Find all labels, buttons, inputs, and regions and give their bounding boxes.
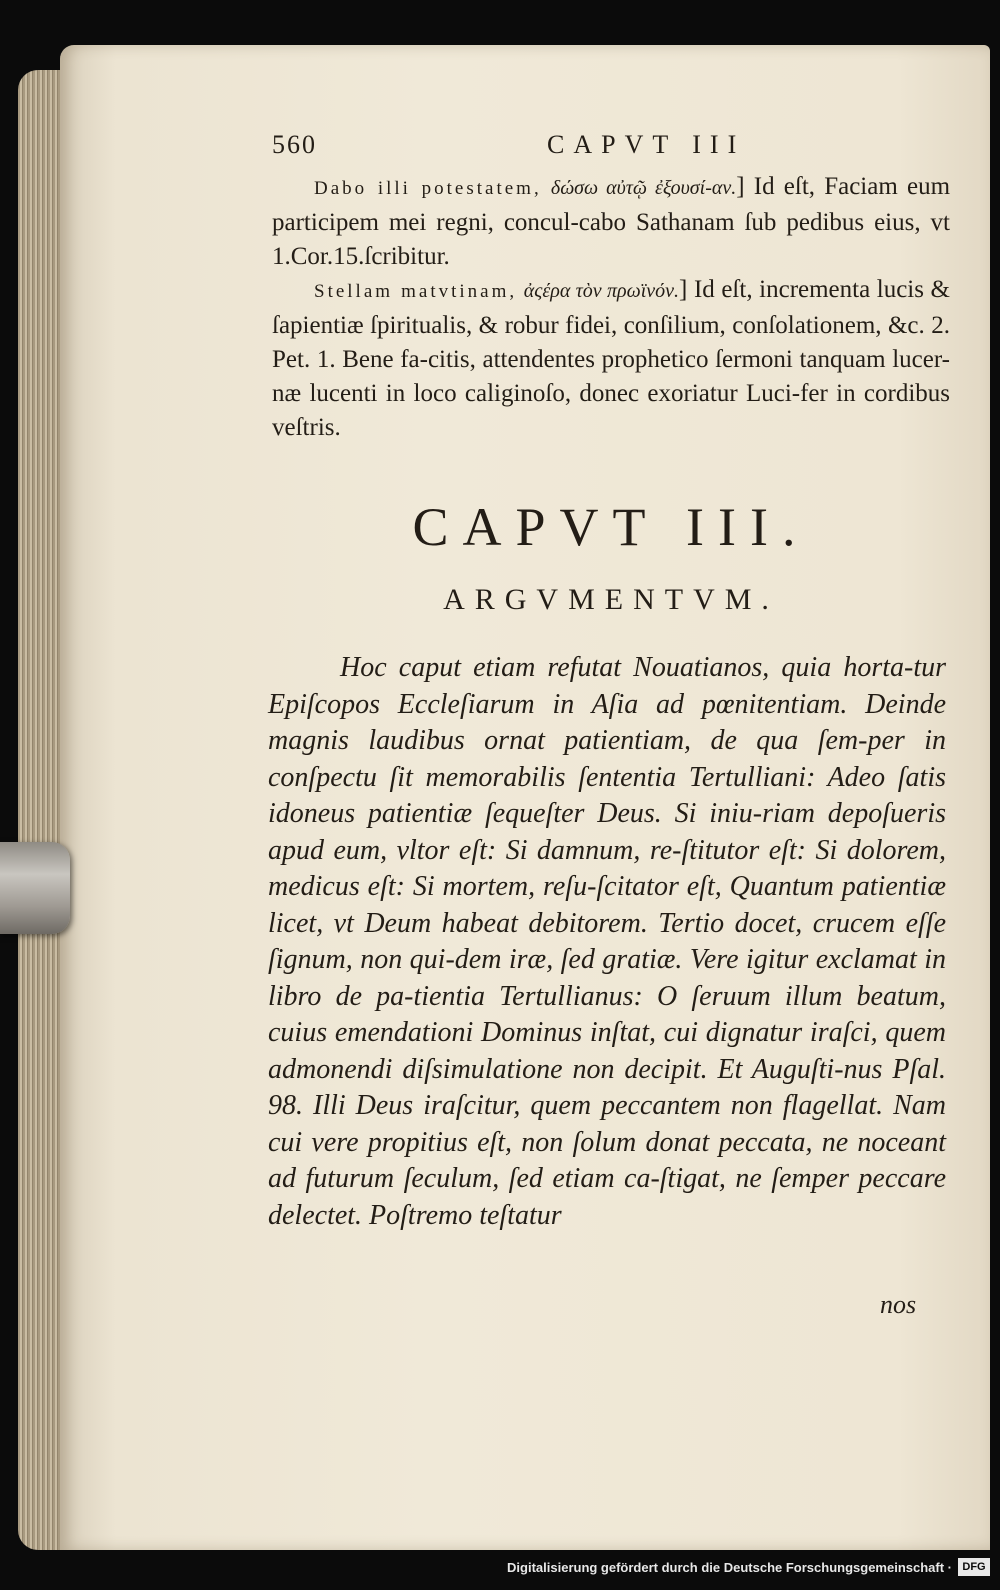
commentary-text: ] Id eſt, incrementa lucis & ſapientiæ ſpiritualis, & robur fidei, conſilium, conſolationem, &c. 2. Pet. 1. Bene fa-citis, attendentes prophetico ſermoni tanquam lucer-næ lucenti in loco caliginoſo, donec exoriatur Luci-fer in cordibus veſtris. — [272, 276, 951, 441]
greek-quote: ἀςέρα τὸν πρωϊνόν. — [523, 280, 680, 303]
book-clasp — [0, 842, 70, 934]
catchword: nos — [880, 1290, 917, 1319]
argument-paragraph: Hoc caput etiam refutat Nouatianos, quia horta-tur Epiſcopos Eccleſiarum in Aſia ad pœnitentiam. Deinde magnis laudibus ornat patientiam, de qua ſem-per in conſpectu ſit memorabilis ſententia Tertulliani: Adeo ſatis idoneus patientiæ ſequeſter Deus. Si iniu-riam depoſueris apud eum, vltor eſt: Si damnum, re-ſtitutor eſt: Si dolorem, medicus eſt: Si mortem, reſu-ſcitator eſt, Quantum patientiæ licet, vt Deum habeat debitorem. Tertio docet, crucem eſſe ſignum, non qui-dem iræ, ſed gratiæ. Vere igitur exclamat in libro de pa-tientia Tertullianus: O ſeruum illum beatum, cuius emendationi Dominus inſtat, cui dignatur iraſci, quem admonendi diſsimulatione non decipit. Et Auguſti-nus Pſal. 98. Illi Deus iraſcitur, quem peccantem non flagellat. Nam cui vere propitius eſt, non ſolum donat peccata, ne noceant ad futurum ſeculum, ſed etiam ca-ſtigat, ne ſemper peccare delectet. Poſtremo teſtatur — [268, 652, 946, 1231]
footer-bar — [0, 1552, 1000, 1590]
running-header — [272, 130, 962, 170]
lemma: Dabo illi potestatem, — [314, 178, 542, 199]
commentary-paragraph — [272, 170, 950, 273]
commentary-block — [272, 170, 950, 444]
argument-heading: ARGVMENTVM. — [443, 583, 779, 616]
commentary-paragraph — [272, 273, 950, 444]
chapter-title: CAPVT III. — [412, 497, 810, 557]
greek-quote: δώσω αὐτῷ ἐξουσί-αν. — [550, 177, 737, 199]
lemma: Stellam matvtinam, — [314, 281, 518, 303]
commentary-text: ] Id eſt, Faciam eum participem mei regni, concul-cabo Sathanam ſub pedibus eius, vt 1.Cor.15.ſcribitur. — [272, 173, 951, 270]
funding-credit: Digitalisierung gefördert durch die Deutsche Forschungsgemeinschaft · — [507, 1560, 952, 1575]
page-number: 560 — [272, 130, 317, 159]
running-head-title: CAPVT III — [547, 130, 746, 159]
dfg-logo: DFG — [958, 1558, 990, 1576]
argument-body — [268, 650, 946, 1234]
